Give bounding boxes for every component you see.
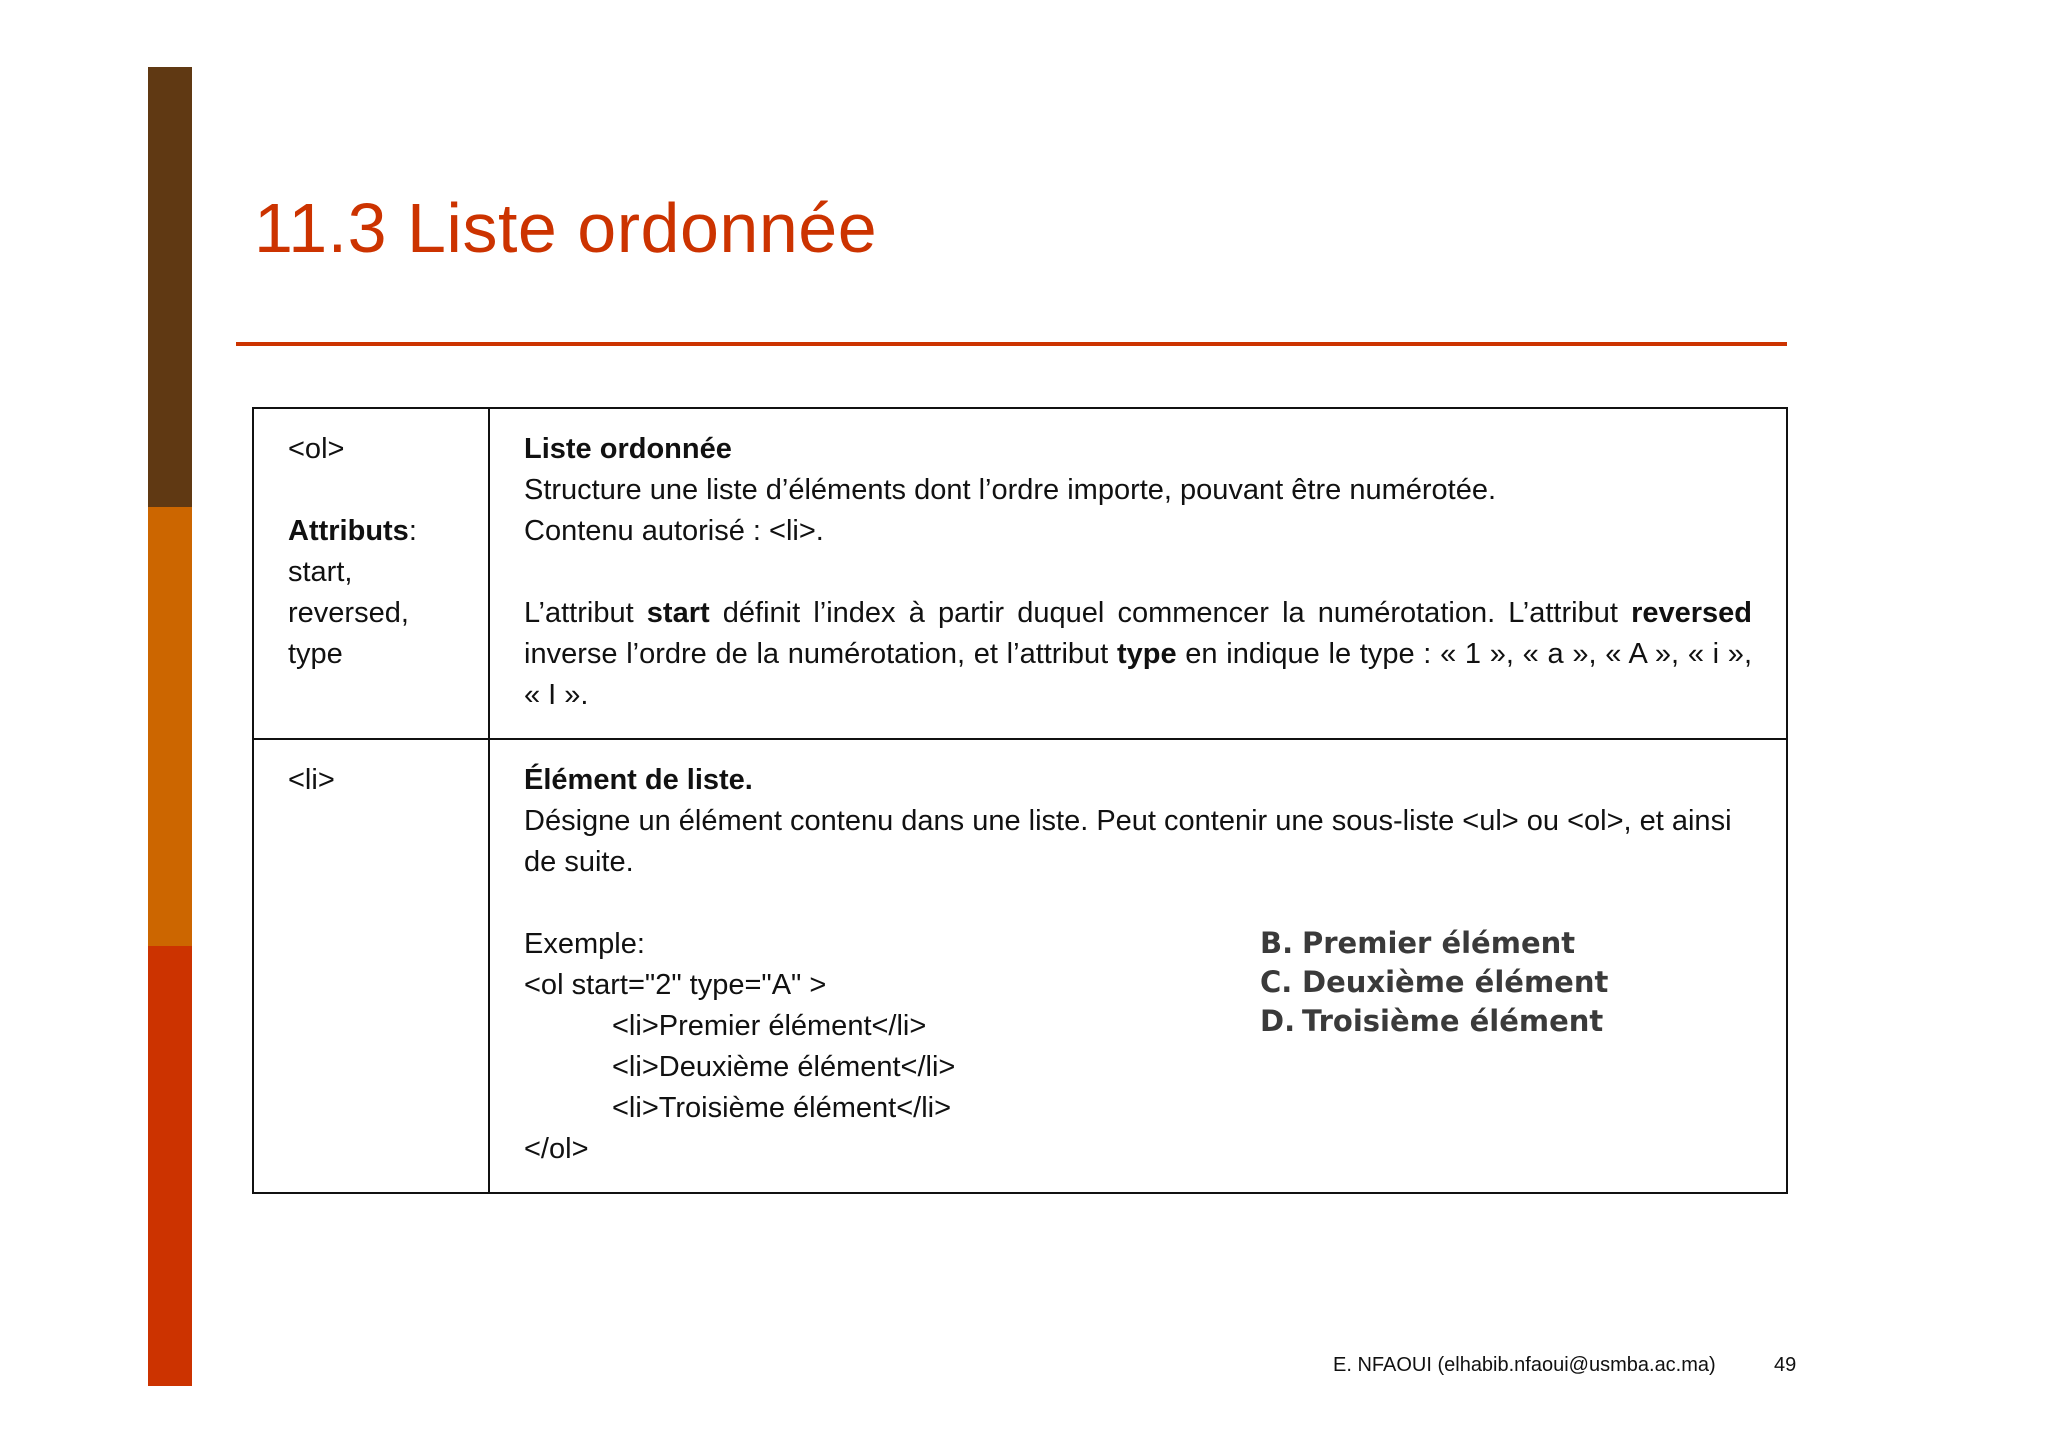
- description-line: Désigne un élément contenu dans une liste. Peut contenir une sous-liste <ul> ou <ol>, et ainsi de suite.: [524, 805, 1732, 878]
- table-row-li: [253, 739, 1787, 1193]
- accent-bar-red: [148, 946, 192, 1386]
- description-heading: Liste ordonnée: [524, 433, 732, 465]
- tag-cell-ol: <ol> Attributs: start, reversed, type: [253, 408, 489, 739]
- code-line: <li>Premier élément</li>: [612, 1010, 927, 1042]
- tag-name: <ol>: [288, 433, 345, 465]
- footer-author: E. NFAOUI (elhabib.nfaoui@usmba.ac.ma): [1333, 1354, 1716, 1376]
- accent-bar-orange: [148, 507, 192, 946]
- table-row-ol: [253, 408, 1787, 739]
- example-label: Exemple:: [524, 928, 645, 960]
- attribute-item: start,: [288, 556, 353, 588]
- list-item: B. Premier élément: [1260, 926, 1576, 960]
- page-number: 49: [1774, 1354, 1797, 1376]
- description-cell-li: [489, 739, 1787, 1193]
- slide-title: 11.3 Liste ordonnée: [254, 189, 878, 267]
- attributes-label: Attributs: [288, 515, 409, 547]
- code-line: <ol start="2" type="A" >: [524, 969, 827, 1001]
- tag-reference-table: [252, 407, 1788, 1194]
- description-line: Structure une liste d’éléments dont l’ordre importe, pouvant être numérotée.: [524, 474, 1497, 506]
- accent-bar-brown: [148, 67, 192, 507]
- attributes-paragraph: L’attribut start définit l’index à partir duquel commencer la numérotation. L’attribut reversed inverse l’ordre de la numérotation, et l’attribut type en indique le type : « 1 », « a », « A », « i », « I ».: [524, 597, 1752, 711]
- description-line: Contenu autorisé : <li>.: [524, 515, 824, 547]
- title-underline: [236, 342, 1787, 346]
- code-line: <li>Deuxième élément</li>: [612, 1051, 956, 1083]
- list-item: C. Deuxième élément: [1260, 965, 1609, 999]
- description-heading: Élément de liste.: [524, 764, 753, 796]
- attribute-item: type: [288, 638, 343, 670]
- tag-name: <li>: [288, 764, 335, 796]
- tag-cell-li: [253, 739, 489, 1193]
- rendered-list-preview: [1260, 924, 1608, 1041]
- code-line: </ol>: [524, 1133, 589, 1165]
- example-block: [524, 924, 1752, 1170]
- code-line: <li>Troisième élément</li>: [612, 1092, 952, 1124]
- attribute-item: reversed,: [288, 597, 409, 629]
- description-cell-ol: [489, 408, 1787, 739]
- list-item: D. Troisième élément: [1260, 1004, 1604, 1038]
